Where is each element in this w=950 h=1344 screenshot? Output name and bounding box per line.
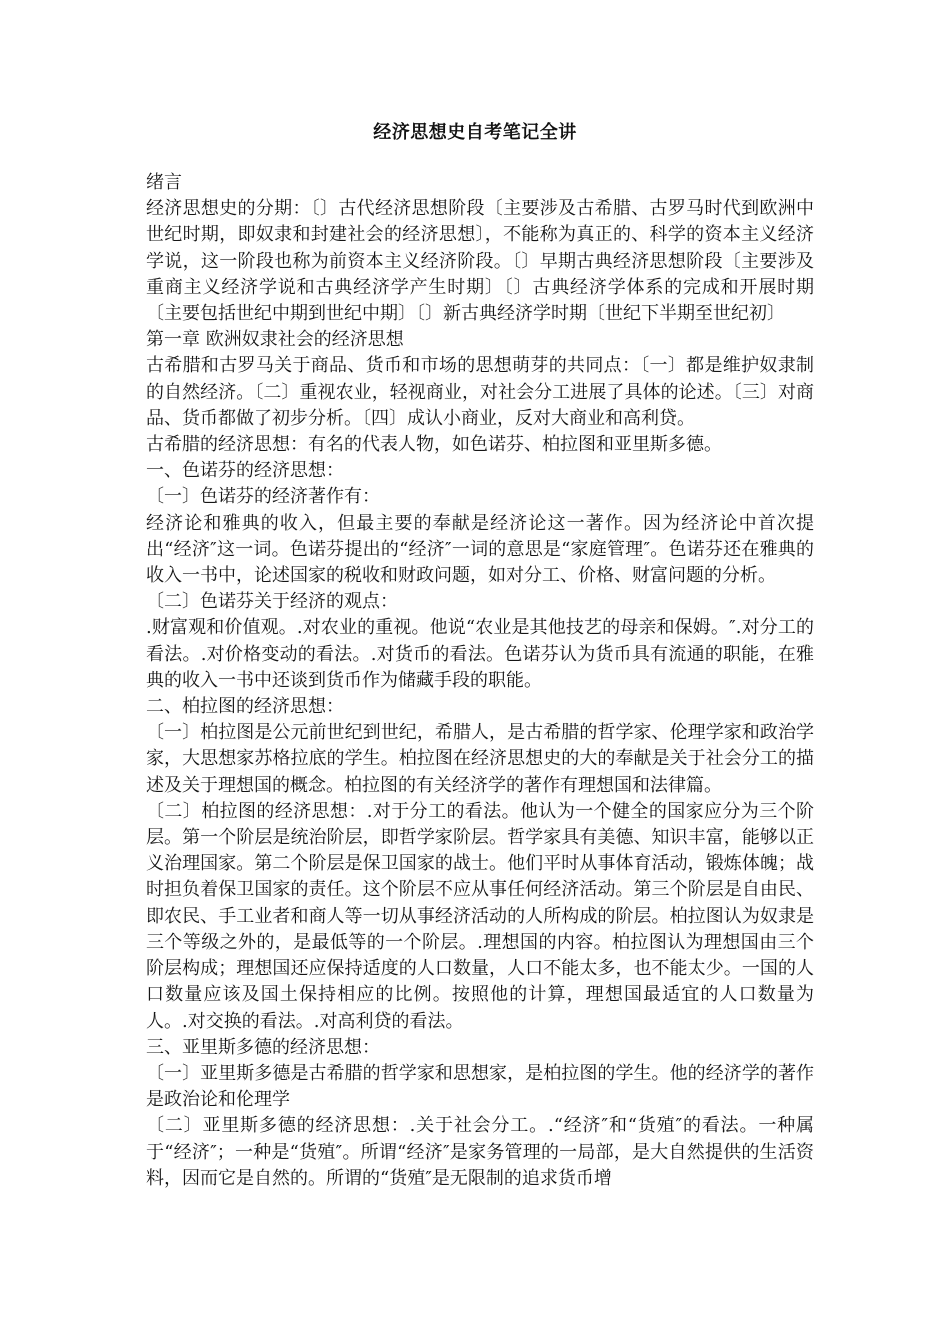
section-heading-aristotle: 三、亚里斯多德的经济思想： xyxy=(146,1036,380,1058)
paragraph-aristotle-thought: 〔二〕亚里斯多德的经济思想：.关于社会分工。.“经济″和“货殖″的看法。一种属于“经济″；一种是“货殖″。所谓“经济″是家务管理的一局部，是大自然提供的生活资料，因而它是自然的。所谓的“货殖″是无限制的追求货币增 xyxy=(146,1115,814,1189)
chapter-heading: 第一章 欧洲奴隶社会的经济思想 xyxy=(146,329,404,351)
document-title: 经济思想史自考笔记全讲 xyxy=(373,122,577,143)
section-heading-plato: 二、柏拉图的经济思想： xyxy=(146,696,344,718)
section-heading-xenophon: 一、色诺芬的经济思想： xyxy=(146,460,344,482)
paragraph-greek-thought: 古希腊的经济思想：有名的代表人物，如色诺芬、柏拉图和亚里斯多德。 xyxy=(146,434,722,456)
subsection-heading: 〔二〕色诺芬关于经济的观点： xyxy=(146,591,398,613)
paragraph-xenophon-views: .财富观和价值观。.对农业的重视。他说“农业是其他技艺的母亲和保姆。″.对分工的看法。.对价格变动的看法。.对货币的看法。色诺芬认为货币具有流通的职能，在雅典的收入一书中还谈到货币作为储藏手段的职能。 xyxy=(146,617,814,691)
paragraph-plato-intro: 〔一〕柏拉图是公元前世纪到世纪，希腊人，是古希腊的哲学家、伦理学家和政治学家，大思想家苏格拉底的学生。柏拉图在经济思想史的大的奉献是关于社会分工的描述及关于理想国的概念。柏拉图的有关经济学的著作有理想国和法律篇。 xyxy=(146,722,814,796)
paragraph-plato-thought: 〔二〕柏拉图的经济思想：.对于分工的看法。他认为一个健全的国家应分为三个阶层。第一个阶层是统治阶层，即哲学家阶层。哲学家具有美德、知识丰富，能够以正义治理国家。第二个阶层是保卫国家的战士。他们平时从事体育活动，锻炼体魄；战时担负着保卫国家的责任。这个阶层不应从事任何经济活动。第三个阶层是自由民、即农民、手工业者和商人等一切从事经济活动的人所构成的阶层。柏拉图认为奴隶是三个等级之外的，是最低等的一个阶层。.理想国的内容。柏拉图认为理想国由三个阶层构成；理想国还应保持适度的人口数量，人口不能太多，也不能太少。一国的人口数量应该及国土保持相应的比例。按照他的计算，理想国最适宜的人口数量为人。.对交换的看法。.对高利贷的看法。 xyxy=(146,800,814,1032)
paragraph-preface-heading: 绪言 xyxy=(146,172,182,193)
paragraph-common-points: 古希腊和古罗马关于商品、货币和市场的思想萌芽的共同点：〔一〕都是维护奴隶制的自然经济。〔二〕重视农业，轻视商业，对社会分工进展了具体的论述。〔三〕对商品、货币都做了初步分析。〔四〕成认小商业，反对大商业和高利贷。 xyxy=(146,355,814,429)
document-body xyxy=(146,170,814,1192)
paragraph-aristotle-intro: 〔一〕亚里斯多德是古希腊的哲学家和思想家，是柏拉图的学生。他的经济学的著作是政治论和伦理学 xyxy=(146,1062,814,1111)
paragraph-periodization: 经济思想史的分期：〔〕古代经济思想阶段〔主要涉及古希腊、古罗马时代到欧洲中世纪时期，即奴隶和封建社会的经济思想〕，不能称为真正的、科学的资本主义经济学说，这一阶段也称为前资本主义经济阶段。〔〕早期古典经济思想阶段〔主要涉及重商主义经济学说和古典经济学产生时期〕〔〕古典经济学体系的完成和开展时期〔主要包括世纪中期到世纪中期〕〔〕新古典经济学时期〔世纪下半期至世纪初〕 xyxy=(146,198,814,325)
subsection-heading: 〔一〕色诺芬的经济著作有： xyxy=(146,486,380,508)
paragraph-xenophon-works: 经济论和雅典的收入，但最主要的奉献是经济论这一著作。因为经济论中首次提出“经济″这一词。色诺芬提出的“经济″一词的意思是“家庭管理″。色诺芬还在雅典的收入一书中，论述国家的税收和财政问题，如对分工、价格、财富问题的分析。 xyxy=(146,512,814,587)
